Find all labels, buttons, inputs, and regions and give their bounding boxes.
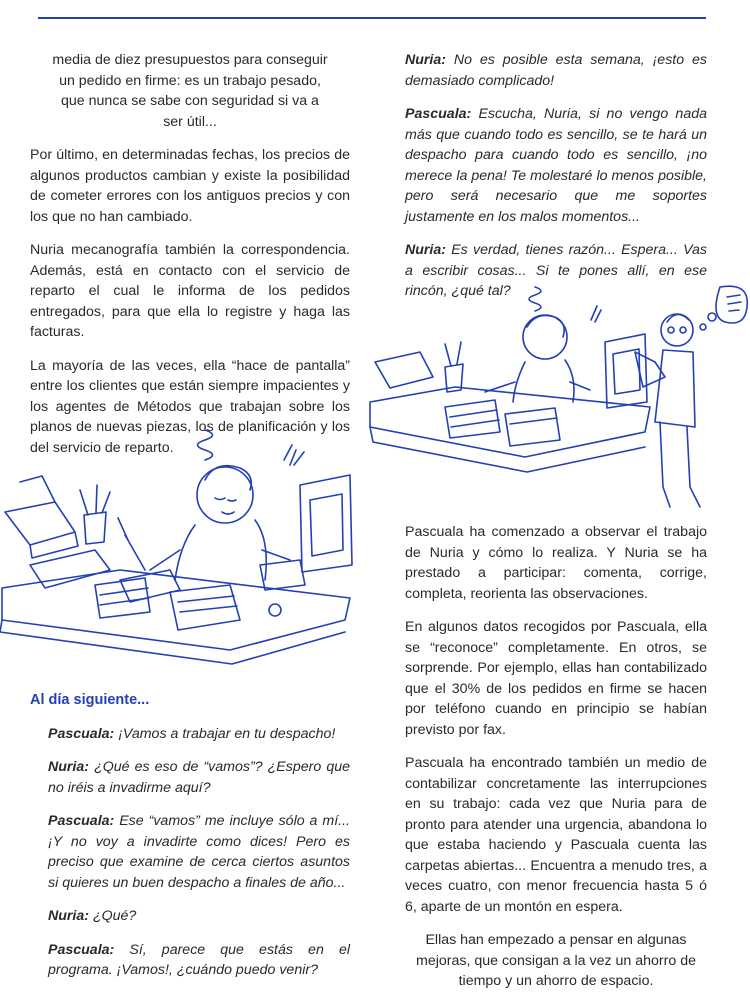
dialogue-text: Sí, parece que estás en el programa. ¡Vamos!, ¿cuándo puedo venir? [48, 941, 350, 978]
header-rule [38, 17, 706, 19]
section-title: Al día siguiente... [30, 692, 150, 708]
right-column [405, 50, 707, 315]
dialogue-line [48, 811, 350, 893]
left-paragraph-3: Nuria mecanografía también la correspondencia. Además, está en contacto con el servicio de reparto el cual le informa de los pedidos entregados, para que ella lo registre y haga las facturas. [30, 242, 350, 340]
cartoon-nuria-at-desk [0, 420, 355, 665]
dialogue-text: ¿Qué es eso de “vamos”? ¿Espero que no iréis a invadirme aquí? [48, 759, 350, 796]
right-paragraph-1: Pascuala ha comenzado a observar el trabajo de Nuria y cómo lo realiza. Y Nuria se ha prestado a participar: comenta, corrige, completa, reorienta las observaciones. [405, 524, 707, 602]
speaker-label: Pascuala: [48, 941, 115, 958]
speaker-label: Nuria: [48, 759, 89, 775]
right-paragraph-4: Ellas han empezado a pensar en algunas mejoras, que consigan a la vez un ahorro de tiempo y un ahorro de espacio. [416, 932, 696, 989]
cartoon-pascuala-observing [365, 282, 750, 510]
left-paragraph-2: Por último, en determinadas fechas, los precios de algunos productos cambian y existe la posibilidad de cometer errores con los antiguos precios y con los que no han cambiado. [30, 147, 350, 225]
left-paragraph-4: La mayoría de las veces, ella “hace de pantalla” entre los clientes que están siempre impacientes y los agentes de Métodos que trabajan sobre los planos de nuevas piezas, los de planificación y los del servicio de reparto. [30, 357, 350, 456]
dialogue-text: ¿Qué? [89, 908, 137, 924]
dialogue-line [48, 940, 350, 981]
left-paragraph-1: media de diez presupuestos para conseguir un pedido en firme: es un trabajo pesado, que nunca se sabe con seguridad si va a ser útil... [52, 52, 328, 130]
office-observer-cartoon-icon [365, 282, 750, 510]
dialogue-line [48, 724, 350, 745]
dialogue-text: Escucha, Nuria, si no vengo nada más que cuando todo es sencillo, se te hará un despacho para cuando todo es sencillo, ¡no merece la pena! Te molestaré lo menos posible, pero será necesario que me soportes justamente en los malos momentos... [405, 106, 707, 225]
dialogue-line [48, 757, 350, 798]
speaker-label: Pascuala: [48, 813, 115, 829]
speaker-label: Nuria: [48, 908, 89, 924]
dialogue-line [405, 50, 707, 91]
dialogue-text: Es verdad, tienes razón... Espera... Vas a escribir cosas... Si te pones allí, en ese rincón, ¿qué tal? [405, 242, 707, 299]
dialogue-text: No es posible esta semana, ¡esto es demasiado complicado! [405, 52, 707, 89]
left-column-continued [30, 690, 350, 994]
dialogue-line [48, 906, 350, 927]
dialogue-text: ¡Vamos a trabajar en tu despacho! [114, 725, 336, 742]
speaker-label: Nuria: [405, 52, 446, 68]
right-paragraph-2: En algunos datos recogidos por Pascuala, ella se “reconoce” completamente. En otros, se sorprende. Por ejemplo, ellas han contabilizado que el 30% de los pedidos en firme se hacen por teléfono cuando en principio se habían previsto por fax. [405, 619, 707, 738]
speaker-label: Pascuala: [48, 725, 115, 742]
right-column-continued [405, 522, 707, 1005]
dialogue-line [405, 104, 707, 227]
dialogue-text: Ese “vamos” me incluye sólo a mí... ¡Y no voy a invadirte como dices! Pero es preciso que examine de cerca ciertos asuntos si quieres un buen despacho a finales de año... [48, 813, 350, 891]
office-desk-cartoon-icon [0, 420, 355, 665]
speaker-label: Pascuala: [405, 106, 472, 122]
left-column [30, 50, 350, 471]
right-paragraph-3: Pascuala ha encontrado también un medio de contabilizar concretamente las interrupciones en su trabajo: cada vez que Nuria para de pronto para atender una urgencia, abandona lo que estaba haciendo y Pascuala cuenta las carpetas abiertas... Encuentra a menudo tres, a veces cuatro, con menor frecuencia hasta 5 ó 6, aparte de un montón en espera. [405, 755, 707, 915]
speaker-label: Nuria: [405, 242, 446, 258]
